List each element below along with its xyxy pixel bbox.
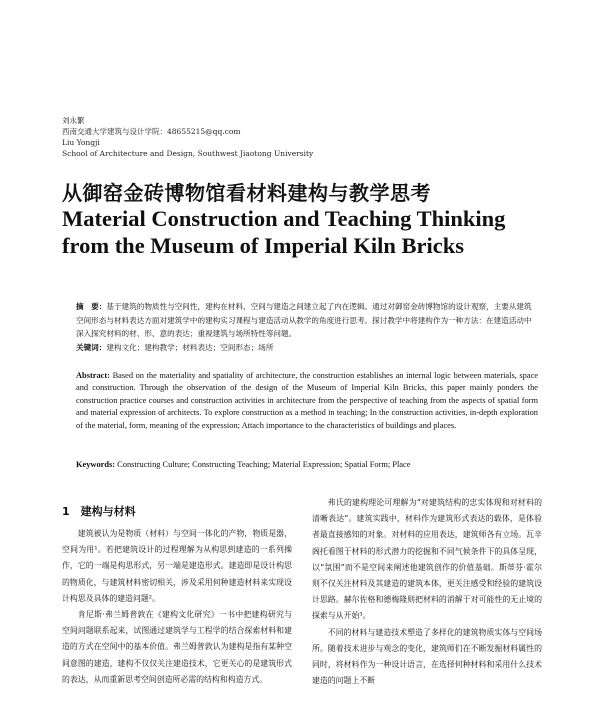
keywords-en-label: Keywords: [76,460,116,469]
title-zh: 从御窑金砖博物馆看材料建构与教学思考 [62,181,431,205]
right-column [312,495,542,689]
keywords-en-text: Constructing Culture; Constructing Teaching; Material Expression; Spatial Form; Place [117,460,411,469]
abstract-en-label: Abstract: [76,371,110,380]
paragraph: 建筑被认为是物质（材料）与空间一体化的产物，物质是器，空间为用¹。若把建筑设计的过程理解为从构思到建造的一系列操作，它的一端是构思形式，另一端是建造形式。建造即是设计构思的物质化，与建筑材料密切相关，涉及采用何种建造材料来实现设计构思及具体的建造问题²。 [62,529,292,603]
abstract-zh-label: 摘 要： [76,302,107,311]
author-block [62,115,313,159]
paragraph: 肯尼斯·弗兰姆普敦在《建构文化研究》一书中把建构研究与空间问题联系起来，试图通过建筑学与工程学的结合探索材料和建造的方式在空间中的基本价值。弗兰姆普敦认为建构是指有某种空间意图的建造，建构不仅仅关注建造技术，它更关心的是建筑形式的表达，从而重新思考空间创造所必需的结构和构造方式。 [62,610,292,684]
section-heading: 1 建构与材料 [62,505,136,518]
author-affiliation-en: School of Architecture and Design, Southwest Jiaotong University [62,149,314,158]
title-en: Material Construction and Teaching Thinking from the Museum of Imperial Kiln Bricks [62,206,506,258]
abstract-en-text: Based on the materiality and spatiality of architecture, the construction establishes an internal logic between materials, space and construction. Through the observation of the design of the Museum of Imperial Kiln Bricks, this paper mainly ponders the construction practice courses and construction activities in architecture from the perspective of teaching from the aspects of spatial form and material expression of architects. To explore construction as a method in teaching; In the construction activities, in-depth exploration of the material, form, meaning of the expression; Attach importance to the characteristics of buildings and places. [76,371,539,430]
paragraph: 弗氏的建构理论可理解为“对建筑结构的忠实体现和对材料的清晰表达”。建筑实践中，材料作为建筑形式表达的载体，是体验者最直接感知的对象。对材料的应用表达，建筑师各有立场。瓦辛阁托看图于材料的形式潜力的挖掘和不同气候条件下的具体呈现，以“氛围”而不是空间来阐述他建筑创作的价值基础。斯蒂芬·霍尔则不仅关注材料及其建造的建筑本体，更关注感受和经验的建筑设计思路。赫尔佐格和德梅隆则把材料的消解于对可能性的无止境的探索与从开始³。 [312,498,542,621]
abstract-en [76,370,538,432]
abstract-zh [76,300,538,354]
left-column [62,526,292,688]
abstract-zh-text: 基于建筑的物质性与空间性，建构在材料、空间与建造之间建立起了内在逻辑。通过对御窑金砖博物馆的设计观察，主要从建筑空间形态与材料表达方面对建筑学中的建构实习课程与建造活动从教学的角度进行思考。探讨教学中将建构作为一种方法：在建造活动中深入探究材料的材、形、意的表达；重视建筑与场所特性等问题。 [76,302,532,338]
keywords-zh-text: 建构文化；建构教学；材料表达；空间形态；场所 [106,342,274,352]
keywords-en [76,459,538,471]
author-name-en: Liu Yongji [62,138,100,147]
author-affiliation-zh: 西南交通大学建筑与设计学院：48655215@qq.com [62,127,241,136]
paragraph: 不同的材料与建造技术塑造了多样化的建筑物质实体与空间场所。随着技术进步与观念的变化，建筑师们在不断发掘材料属性的同时，将材料作为一种设计语言，在选择何种材料和采用什么技术建造的问题上不断 [312,627,542,686]
keywords-zh-label: 关键词： [76,342,107,352]
author-name-zh: 刘永繁 [62,116,85,125]
